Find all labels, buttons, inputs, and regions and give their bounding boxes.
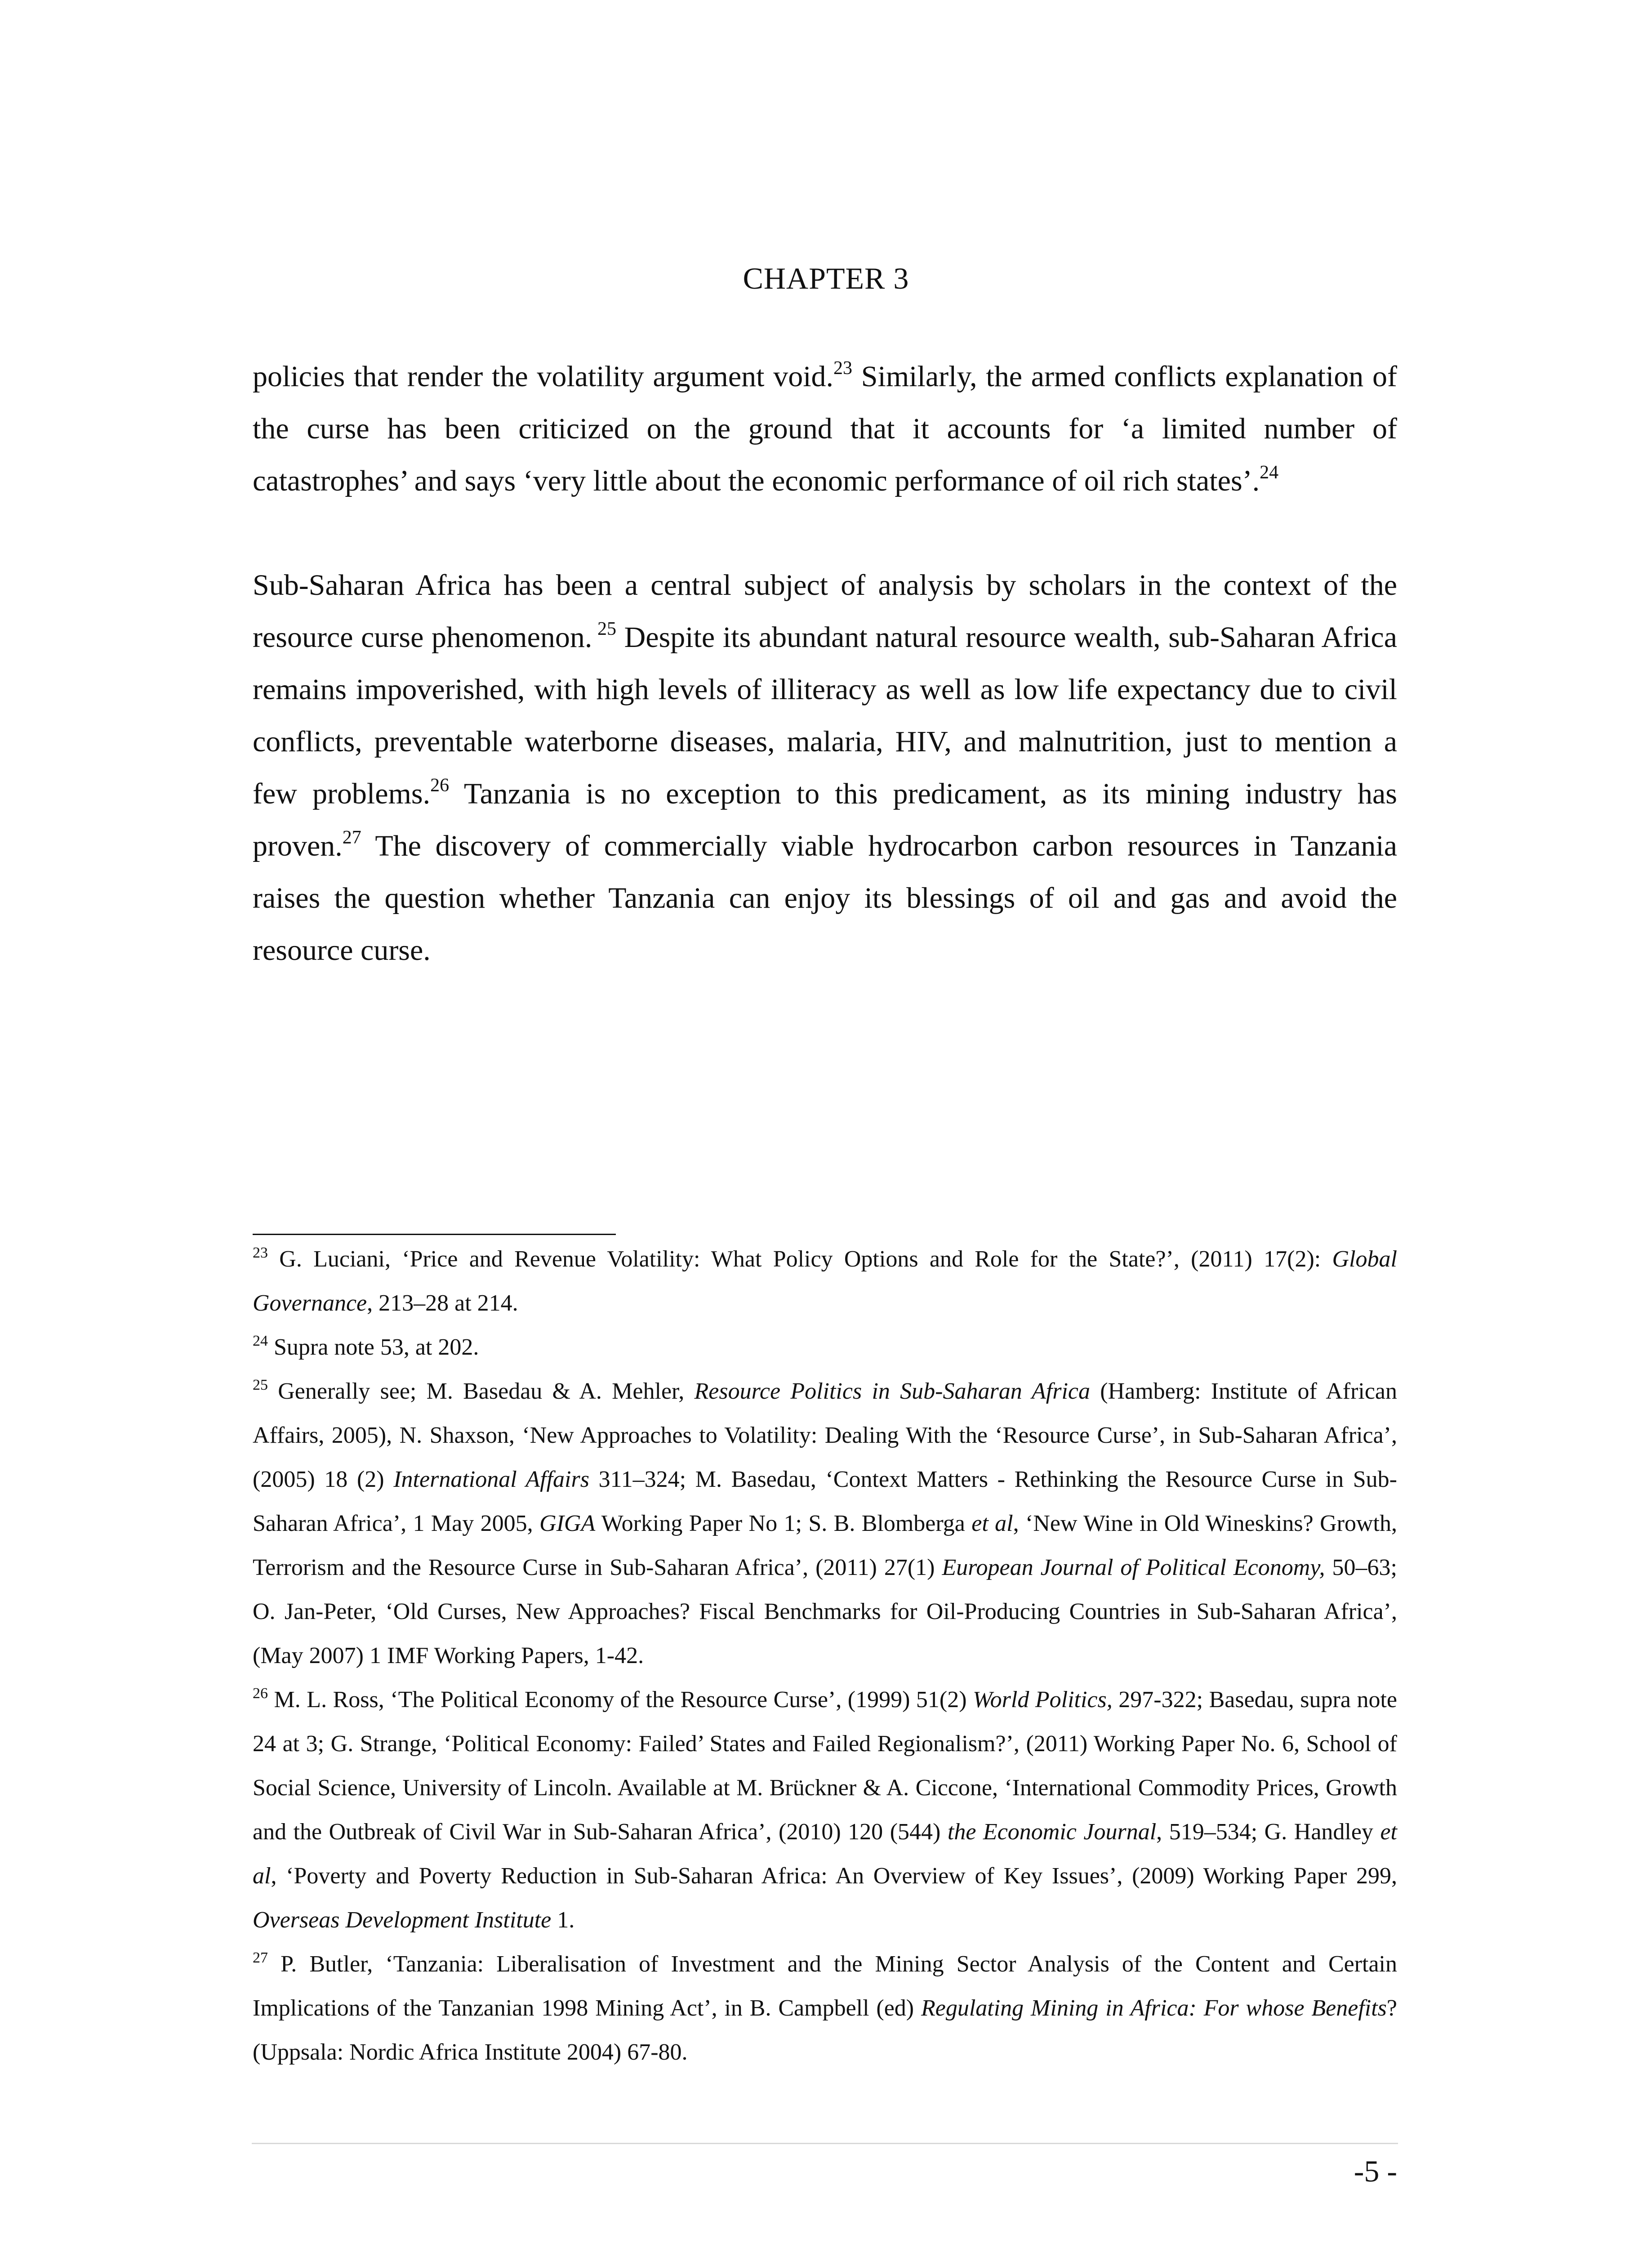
footnote-text: Supra note 53, at 202. (268, 1334, 479, 1360)
page-number: -5 - (1354, 2154, 1397, 2188)
footnote-number: 27 (253, 1949, 268, 1966)
footnote-italic: World Politics, (973, 1687, 1113, 1713)
paragraph-1 (253, 351, 1397, 507)
footnote-text: 1. (551, 1907, 575, 1933)
footnote-number: 26 (253, 1685, 268, 1702)
footnote-text: P. Butler, ‘Tanzania: Liberalisation of Investment and the Mining Sector Analysis of the Content and Certain Implications of the Tanzanian 1998 Mining Act’, in B. Campbell (ed) (253, 1951, 1397, 2021)
footnote-italic: GIGA (539, 1511, 596, 1536)
footnote-text: G. Luciani, ‘Price and Revenue Volatility: What Policy Options and Role for the State?’, (2011) 17(2): (268, 1246, 1332, 1272)
paragraph-text: policies that render the volatility argument void. (253, 360, 834, 393)
footnote-text: Generally see; M. Basedau & A. Mehler, (268, 1378, 695, 1404)
paragraph-text: Similarly, the armed conflicts explanation of the curse has been criticized on the ground that it accounts for ‘a limited number of catastrophes’ and says ‘very little about the economic performance of oil rich states’. (253, 360, 1397, 497)
footnote-24 (253, 1325, 1397, 1369)
paragraph-text: Tanzania is no exception to this predicament, as its mining industry has proven. (253, 777, 1397, 862)
footnote-26 (253, 1678, 1397, 1942)
footnote-ref-24[interactable]: 24 (1260, 462, 1279, 483)
footnote-italic: et al (253, 1819, 1397, 1889)
footnote-text: , ‘New Wine in Old Wineskins? Growth, Terrorism and the Resource Curse in Sub-Saharan Africa’, (2011) 27(1) (253, 1511, 1397, 1580)
footnote-ref-25[interactable]: 25 (592, 619, 617, 639)
footnote-italic: Global Governance (253, 1246, 1397, 1316)
footnote-25 (253, 1369, 1397, 1678)
footnote-27 (253, 1942, 1397, 2074)
footnote-text: 311–324; M. Basedau, ‘Context Matters - Rethinking the Resource Curse in Sub-Saharan Africa’, 1 May 2005, (253, 1467, 1397, 1536)
footnote-ref-26[interactable]: 26 (430, 775, 450, 796)
footnote-text: M. L. Ross, ‘The Political Economy of the Resource Curse’, (1999) 51(2) (268, 1687, 973, 1713)
footnote-italic: et al (971, 1511, 1013, 1536)
footnote-ref-27[interactable]: 27 (342, 827, 361, 848)
paragraph-text: Despite its abundant natural resource wealth, sub-Saharan Africa remains impoverished, with high levels of illiteracy as well as low life expectancy due to civil conflicts, preventable waterborne diseases, malaria, HIV, and malnutrition, just to mention a few problems. (253, 621, 1398, 810)
footnotes (253, 1237, 1397, 2074)
footnote-number: 23 (253, 1244, 268, 1261)
footnote-italic: International Affairs (393, 1467, 589, 1492)
footnote-text: (Hamberg: Institute of African Affairs, 2005), N. Shaxson, ‘New Approaches to Volatility: Dealing With the ‘Resource Curse’, in Sub-Saharan Africa’, (2005) 18 (2) (253, 1378, 1397, 1492)
footnote-italic: the Economic Journal (947, 1819, 1157, 1845)
body-text (253, 351, 1397, 977)
footnote-text: , 519–534; G. Handley (1156, 1819, 1380, 1845)
footnote-italic: Regulating Mining in Africa: For whose Benefits (921, 1995, 1387, 2021)
running-head: CHAPTER 3 (743, 261, 909, 295)
footnote-italic: Overseas Development Institute (253, 1907, 552, 1933)
footnote-text: , ‘Poverty and Poverty Reduction in Sub-Saharan Africa: An Overview of Key Issues’, (2009) Working Paper 299, (271, 1863, 1397, 1889)
footnote-text: 50–63; O. Jan-Peter, ‘Old Curses, New Approaches? Fiscal Benchmarks for Oil-Producing Countries in Sub-Saharan Africa’, (May 2007) 1 IMF Working Papers, 1-42. (253, 1555, 1397, 1668)
footnote-italic: European Journal of Political Economy, (942, 1555, 1325, 1580)
footnote-ref-23[interactable]: 23 (833, 358, 853, 379)
footnote-number: 24 (253, 1332, 268, 1349)
footnote-separator (253, 1234, 616, 1235)
paragraph-text: Sub-Saharan Africa has been a central subject of analysis by scholars in the context of the resource curse phenomenon. (253, 569, 1397, 654)
footer-rule (252, 2143, 1398, 2144)
footnote-text: Working Paper No 1; S. B. Blomberga (595, 1511, 972, 1536)
footnote-text: ? (Uppsala: Nordic Africa Institute 2004) 67-80. (253, 1995, 1397, 2065)
footnote-23 (253, 1237, 1397, 1325)
footnote-text: 297-322; Basedau, supra note 24 at 3; G. Strange, ‘Political Economy: Failed’ States and Failed Regionalism?’, (2011) Working Paper No. 6, School of Social Science, University of Lincoln. Available at M. Brückner & A. Ciccone, ‘International Commodity Prices, Growth and the Outbreak of Civil War in Sub-Saharan Africa’, (2010) 120 (544) (253, 1687, 1397, 1845)
footnote-number: 25 (253, 1376, 268, 1393)
footnote-italic: Resource Politics in Sub-Saharan Africa (694, 1378, 1090, 1404)
paragraph-text: The discovery of commercially viable hydrocarbon carbon resources in Tanzania raises the question whether Tanzania can enjoy its blessings of oil and gas and avoid the resource curse. (253, 830, 1397, 967)
footnote-text: , 213–28 at 214. (367, 1290, 518, 1316)
paragraph-2 (253, 559, 1397, 977)
